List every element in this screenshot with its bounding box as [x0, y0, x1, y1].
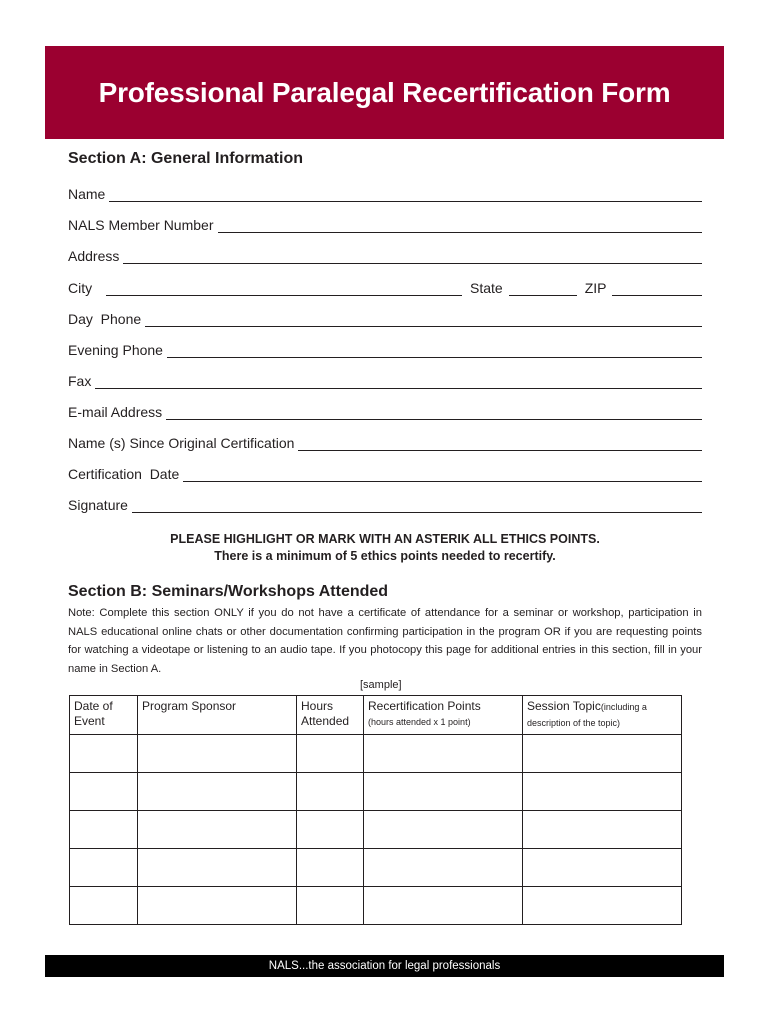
- evening-phone-label: Evening Phone: [68, 342, 163, 358]
- col-date-header: Date of Event: [70, 696, 138, 735]
- member-number-line[interactable]: [218, 218, 703, 233]
- table-cell[interactable]: [523, 773, 682, 811]
- names-since-line[interactable]: [298, 436, 702, 451]
- table-cell[interactable]: [523, 849, 682, 887]
- city-label: City: [68, 280, 93, 296]
- section-b-note: Note: Complete this section ONLY if you do not have a certificate of attendance for a seminar or workshop, participation in NALS educational online chats or other documentation confirming participation in the program OR if you are requesting points for watching a videotape or listening to an audio tape. If you photocopy this page for additional entries in this section, fill in your name in Section A.: [68, 607, 702, 675]
- table-cell[interactable]: [138, 735, 297, 773]
- table-cell[interactable]: [523, 887, 682, 925]
- table-cell[interactable]: [70, 773, 138, 811]
- table-cell[interactable]: [364, 887, 523, 925]
- table-cell[interactable]: [364, 811, 523, 849]
- cert-date-label: Certification Date: [68, 466, 180, 482]
- names-since-label: Name (s) Since Original Certification: [68, 435, 295, 451]
- col-points-header: [364, 696, 523, 735]
- table-cell[interactable]: [297, 887, 364, 925]
- table-cell[interactable]: [70, 735, 138, 773]
- table-cell[interactable]: [70, 849, 138, 887]
- zip-line[interactable]: [612, 281, 702, 296]
- footer-text: NALS...the association for legal professionals: [268, 960, 501, 972]
- table-cell[interactable]: [138, 811, 297, 849]
- ethics-notice-line2: There is a minimum of 5 ethics points needed to recertify.: [214, 549, 556, 563]
- cert-date-field[interactable]: [68, 462, 702, 482]
- name-field[interactable]: [68, 182, 702, 202]
- table-cell[interactable]: [297, 773, 364, 811]
- member-number-field[interactable]: [68, 213, 702, 233]
- col-hours-header: Hours Attended: [297, 696, 364, 735]
- table-cell[interactable]: [523, 735, 682, 773]
- table-row: [70, 811, 682, 849]
- state-label: State: [470, 280, 503, 296]
- table-cell[interactable]: [297, 735, 364, 773]
- col-sponsor-header: Program Sponsor: [138, 696, 297, 735]
- col-topic-header: [523, 696, 682, 735]
- section-a-title: Section A: General Information: [68, 150, 303, 167]
- footer-bar: [45, 955, 724, 977]
- table-cell[interactable]: [297, 849, 364, 887]
- table-cell[interactable]: [523, 811, 682, 849]
- table-row: [70, 887, 682, 925]
- table-row: [70, 735, 682, 773]
- city-line[interactable]: [106, 281, 462, 296]
- address-label: Address: [68, 248, 120, 264]
- member-number-label: NALS Member Number: [68, 217, 214, 233]
- address-field[interactable]: [68, 244, 702, 264]
- name-line[interactable]: [109, 187, 702, 202]
- email-field[interactable]: [68, 400, 702, 420]
- city-state-zip-row: [68, 276, 702, 296]
- zip-label: ZIP: [584, 280, 607, 296]
- ethics-notice: [68, 531, 702, 565]
- table-cell[interactable]: [70, 811, 138, 849]
- day-phone-line[interactable]: [145, 312, 702, 327]
- signature-line[interactable]: [132, 498, 702, 513]
- col-points-subtitle: (hours attended x 1 point): [368, 717, 471, 727]
- email-label: E-mail Address: [68, 404, 163, 420]
- state-line[interactable]: [509, 281, 577, 296]
- table-cell[interactable]: [364, 735, 523, 773]
- signature-label: Signature: [68, 497, 128, 513]
- day-phone-label: Day Phone: [68, 311, 142, 327]
- day-phone-field[interactable]: [68, 307, 702, 327]
- section-b-title: Section B: Seminars/Workshops Attended: [68, 583, 389, 600]
- seminar-table: [69, 695, 682, 925]
- name-label: Name: [68, 186, 106, 202]
- table-cell[interactable]: [138, 887, 297, 925]
- table-cell[interactable]: [70, 887, 138, 925]
- evening-phone-line[interactable]: [167, 343, 702, 358]
- fax-line[interactable]: [95, 374, 702, 389]
- ethics-notice-line1: PLEASE HIGHLIGHT OR MARK WITH AN ASTERIK ALL ETHICS POINTS.: [170, 532, 600, 546]
- table-cell[interactable]: [297, 811, 364, 849]
- col-points-title: Recertification Points: [368, 699, 481, 713]
- cert-date-line[interactable]: [183, 467, 702, 482]
- title-banner: [45, 46, 724, 139]
- address-line[interactable]: [123, 249, 702, 264]
- table-row: [70, 773, 682, 811]
- table-row: [70, 849, 682, 887]
- table-cell[interactable]: [364, 849, 523, 887]
- email-line[interactable]: [166, 405, 702, 420]
- names-since-field[interactable]: [68, 431, 702, 451]
- fax-field[interactable]: [68, 369, 702, 389]
- sample-label: [sample]: [360, 679, 402, 691]
- fax-label: Fax: [68, 373, 92, 389]
- signature-field[interactable]: [68, 493, 702, 513]
- page-title: Professional Paralegal Recertification Form: [98, 76, 671, 108]
- table-cell[interactable]: [364, 773, 523, 811]
- table-cell[interactable]: [138, 773, 297, 811]
- col-topic-subtitle: (including a description of the topic): [527, 702, 647, 728]
- table-header-row: [70, 696, 682, 735]
- evening-phone-field[interactable]: [68, 338, 702, 358]
- col-topic-title: Session Topic: [527, 699, 601, 713]
- table-cell[interactable]: [138, 849, 297, 887]
